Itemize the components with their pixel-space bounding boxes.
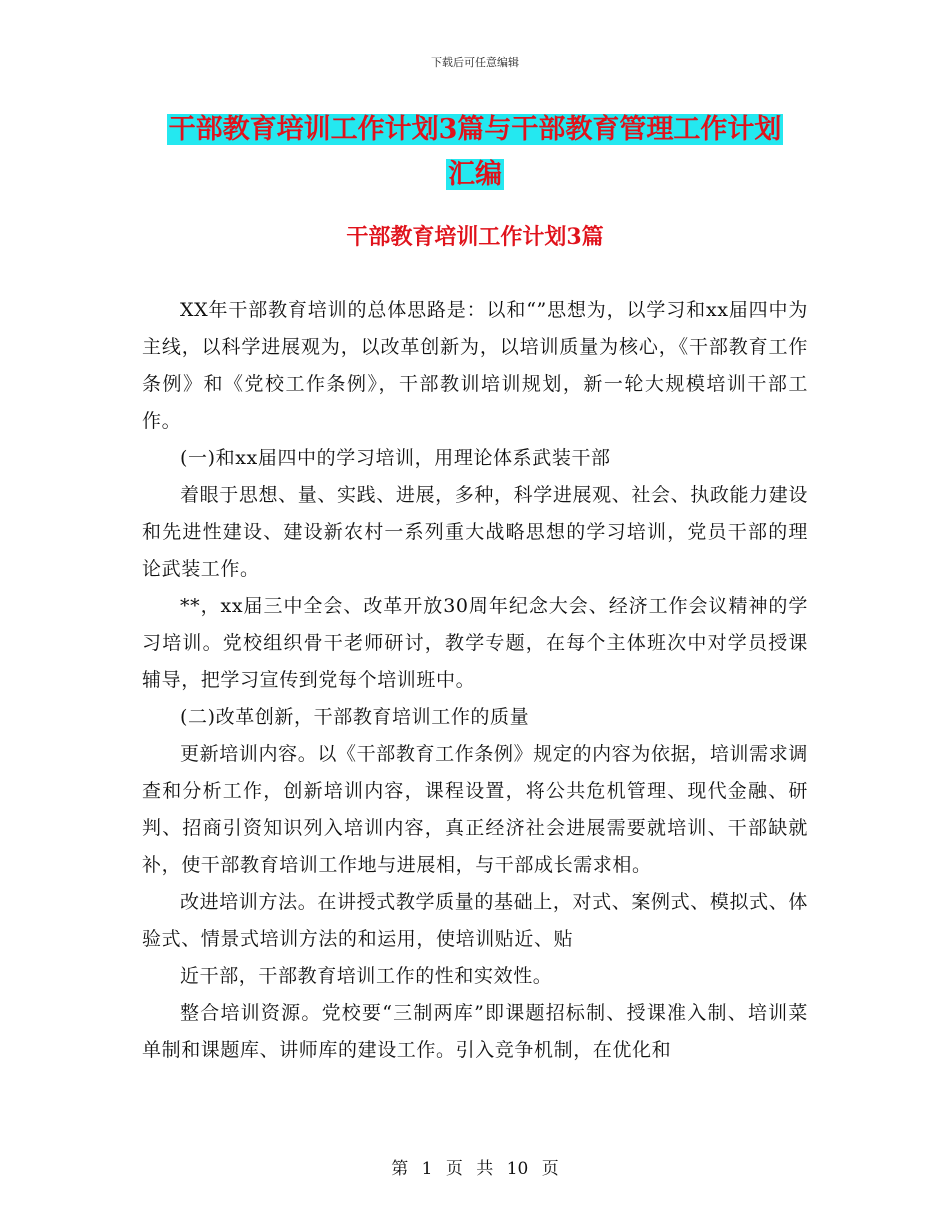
- paragraph: (一)和xx届四中的学习培训，用理论体系武装干部: [180, 447, 611, 469]
- paragraph: 更新培训内容。以《干部教育工作条例》规定的内容为依据，培训需求调查和分析工作，创新培训内容，课程设置，将公共危机管理、现代金融、研判、招商引资知识列入培训内容，真正经济社会进展需要就培训、干部缺就补，使干部教育培训工作地与进展相，与干部成长需求相。: [142, 743, 808, 876]
- paragraph: XX年干部教育培训的总体思路是：以和“”思想为，以学习和xx届四中为主线，以科学进展观为，以改革创新为，以培训质量为核心，《干部教育工作条例》和《党校工作条例》，干部教训培训规划，新一轮大规模培训干部工作。: [142, 299, 808, 432]
- total-page-number: 10: [506, 1159, 529, 1179]
- footer-label-gong: 共: [476, 1159, 494, 1179]
- paragraph: 近干部，干部教育培训工作的性和实效性。: [180, 965, 553, 987]
- current-page-number: 1: [421, 1159, 433, 1179]
- paragraph: (二)改革创新，干部教育培训工作的质量: [180, 706, 530, 728]
- document-title-text-1: 干部教育培训工作计划3篇与干部教育管理工作计划: [168, 114, 782, 145]
- footer-label-ye: 页: [445, 1159, 463, 1179]
- footer-label-di: 第: [391, 1159, 409, 1179]
- document-title-line-1: [0, 110, 950, 150]
- document-body: [142, 292, 808, 1069]
- paragraph: **，xx届三中全会、改革开放30周年纪念大会、经济工作会议精神的学习培训。党校组织骨干老师研讨，教学专题，在每个主体班次中对学员授课辅导，把学习宣传到党每个培训班中。: [142, 595, 808, 691]
- page-footer: [0, 1154, 950, 1179]
- document-title-line-2: [0, 155, 950, 195]
- footer-label-ye-2: 页: [541, 1159, 559, 1179]
- paragraph: 着眼于思想、量、实践、进展，多种，科学进展观、社会、执政能力建设和先进性建设、建设新农村一系列重大战略思想的学习培训，党员干部的理论武装工作。: [142, 484, 808, 580]
- section-title: 干部教育培训工作计划3篇: [346, 224, 604, 250]
- paragraph: 改进培训方法。在讲授式教学质量的基础上，对式、案例式、模拟式、体验式、情景式培训方法的和运用，使培训贴近、贴: [142, 891, 808, 950]
- document-title-text-2: 汇编: [448, 159, 502, 190]
- header-note: 下载后可任意编辑: [431, 56, 519, 69]
- paragraph: 整合培训资源。党校要“三制两库”即课题招标制、授课准入制、培训菜单制和课题库、讲师库的建设工作。引入竞争机制，在优化和: [142, 1002, 808, 1061]
